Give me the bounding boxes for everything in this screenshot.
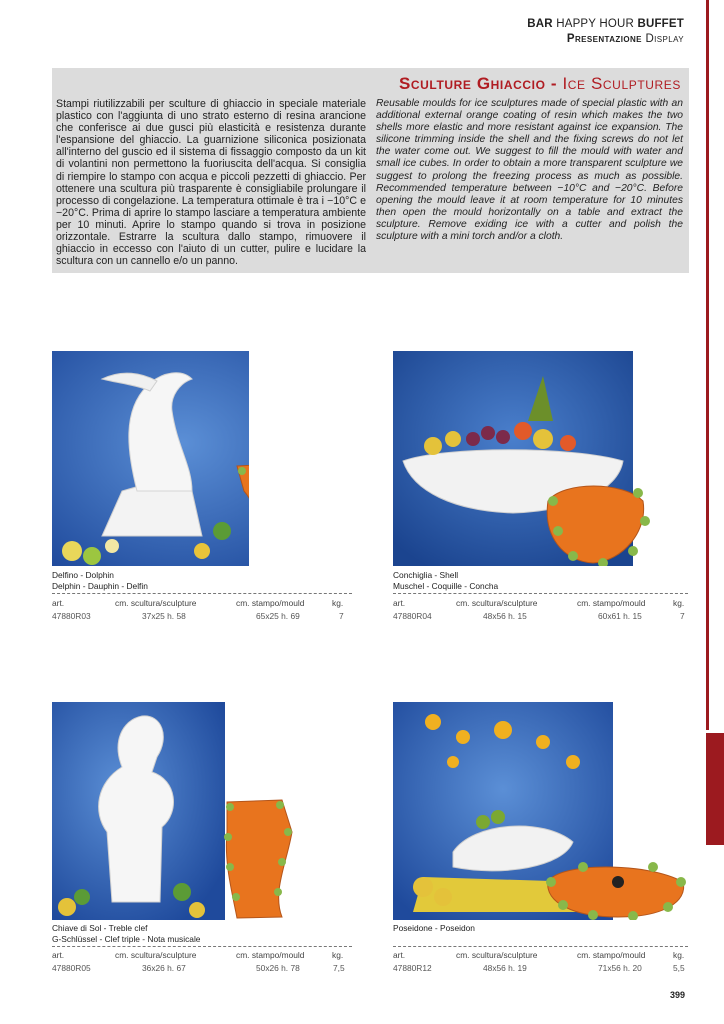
col-art: art. [393,950,406,960]
shell-illustration [393,351,693,566]
divider [393,946,688,947]
col-sculpture: cm. scultura/sculpture [115,598,197,608]
sculpture-size: 48x56 h. 15 [483,611,527,621]
intro-box [52,68,689,273]
weight: 7,5 [333,963,345,973]
col-sculpture: cm. scultura/sculpture [456,950,538,960]
col-mould: cm. stampo/mould [236,598,305,608]
sculpture-size: 48x56 h. 19 [483,963,527,973]
article-code: 47880R12 [393,963,432,973]
divider [52,593,352,594]
intro-title: Sculture Ghiaccio - Ice Sculptures [398,74,681,93]
intro-text-english: Reusable moulds for ice sculptures made of special plastic with an additional external orange coating of resin which makes the two shells more elastic and more resistant against ice expansion. The silicone trimming inside the shell and the fixing screws do not let the water come out. We suggest to fill the mould with water and small ice cubes. In order to obtain a more transparent sculpture we suggest to prolong the freezing process as much as possible. Recommended temperature between −10°C and −20°C. Before opening the mould leave it at room temperature for 10 minutes then open the mould horizontally on a table and extract the sculpture. Remove exiding ice with a cutter and polish the sculpture with a mini torch and/or a cloth. [376,98,683,243]
mould-size: 71x56 h. 20 [598,963,642,973]
divider [393,593,688,594]
product-caption: Chiave di Sol - Treble clef G-Schlüssel - Clef triple - Nota musicale [52,923,201,944]
article-code: 47880R04 [393,611,432,621]
dolphin-photo [52,351,249,566]
col-kg: kg. [332,950,344,960]
product-caption: Conchiglia - Shell Muschel - Coquille - Concha [393,570,499,591]
intro-text-italian: Stampi riutilizzabili per sculture di ghiaccio in speciale materiale plastico con l'aggiunta di uno strato esterno di resina arancione che conferisce ai due gusci più elasticità e resistenza durante l'espansione del ghiaccio. La guarnizione siliconica posizionata all'interno del guscio ed il sistema di fissaggio composto da un kit di volantini non permettono la fuoriuscita dell'acqua. Si consiglia di riempire lo stampo con acqua e piccoli pezzetti di ghiaccio. Per ottenere una scultura più trasparente è consigliabile prolungare il processo di congelazione. La temperatura ottimale è tra i −10°C e −20°C. Prima di aprire lo stampo lasciare a temperatura ambiente per 10 minuti. Aprire lo stampo quando si trova in posizione orizzontale. Estrarre la scultura dallo stampo, rimuovere il ghiaccio in eccesso con l'aiuto di un cutter, pulire e lucidare la scultura con un cannello e/o un panno. [56,98,366,268]
weight: 7 [680,611,685,621]
mould-size: 60x61 h. 15 [598,611,642,621]
col-kg: kg. [673,598,685,608]
article-code: 47880R05 [52,963,91,973]
poseidon-photo [393,702,693,920]
sculpture-size: 36x26 h. 67 [142,963,186,973]
col-sculpture: cm. scultura/sculpture [115,950,197,960]
article-code: 47880R03 [52,611,91,621]
col-kg: kg. [673,950,685,960]
product-caption: Delfino - Dolphin Delphin - Dauphin - Delfin [52,570,148,591]
col-mould: cm. stampo/mould [577,950,646,960]
shell-photo [393,351,693,566]
accent-bar [706,0,709,730]
product-caption: Poseidone - Poseidon [393,923,475,933]
sculpture-size: 37x25 h. 58 [142,611,186,621]
col-mould: cm. stampo/mould [577,598,646,608]
dolphin-illustration [52,351,249,566]
treble-clef-photo [52,702,302,920]
col-art: art. [393,598,406,608]
col-sculpture: cm. scultura/sculpture [456,598,538,608]
weight: 7 [339,611,344,621]
divider [52,946,352,947]
accent-tab [706,733,724,845]
page-number: 399 [670,990,686,1000]
section-header: BAR HAPPY HOUR BUFFET [527,18,684,30]
mould-size: 50x26 h. 78 [256,963,300,973]
weight: 5,5 [673,963,685,973]
section-subheader: Presentazione Display [566,33,684,45]
col-mould: cm. stampo/mould [236,950,305,960]
col-art: art. [52,950,65,960]
mould-size: 65x25 h. 69 [256,611,300,621]
col-art: art. [52,598,65,608]
treble-clef-illustration [52,702,302,920]
col-kg: kg. [332,598,344,608]
poseidon-illustration [393,702,693,920]
